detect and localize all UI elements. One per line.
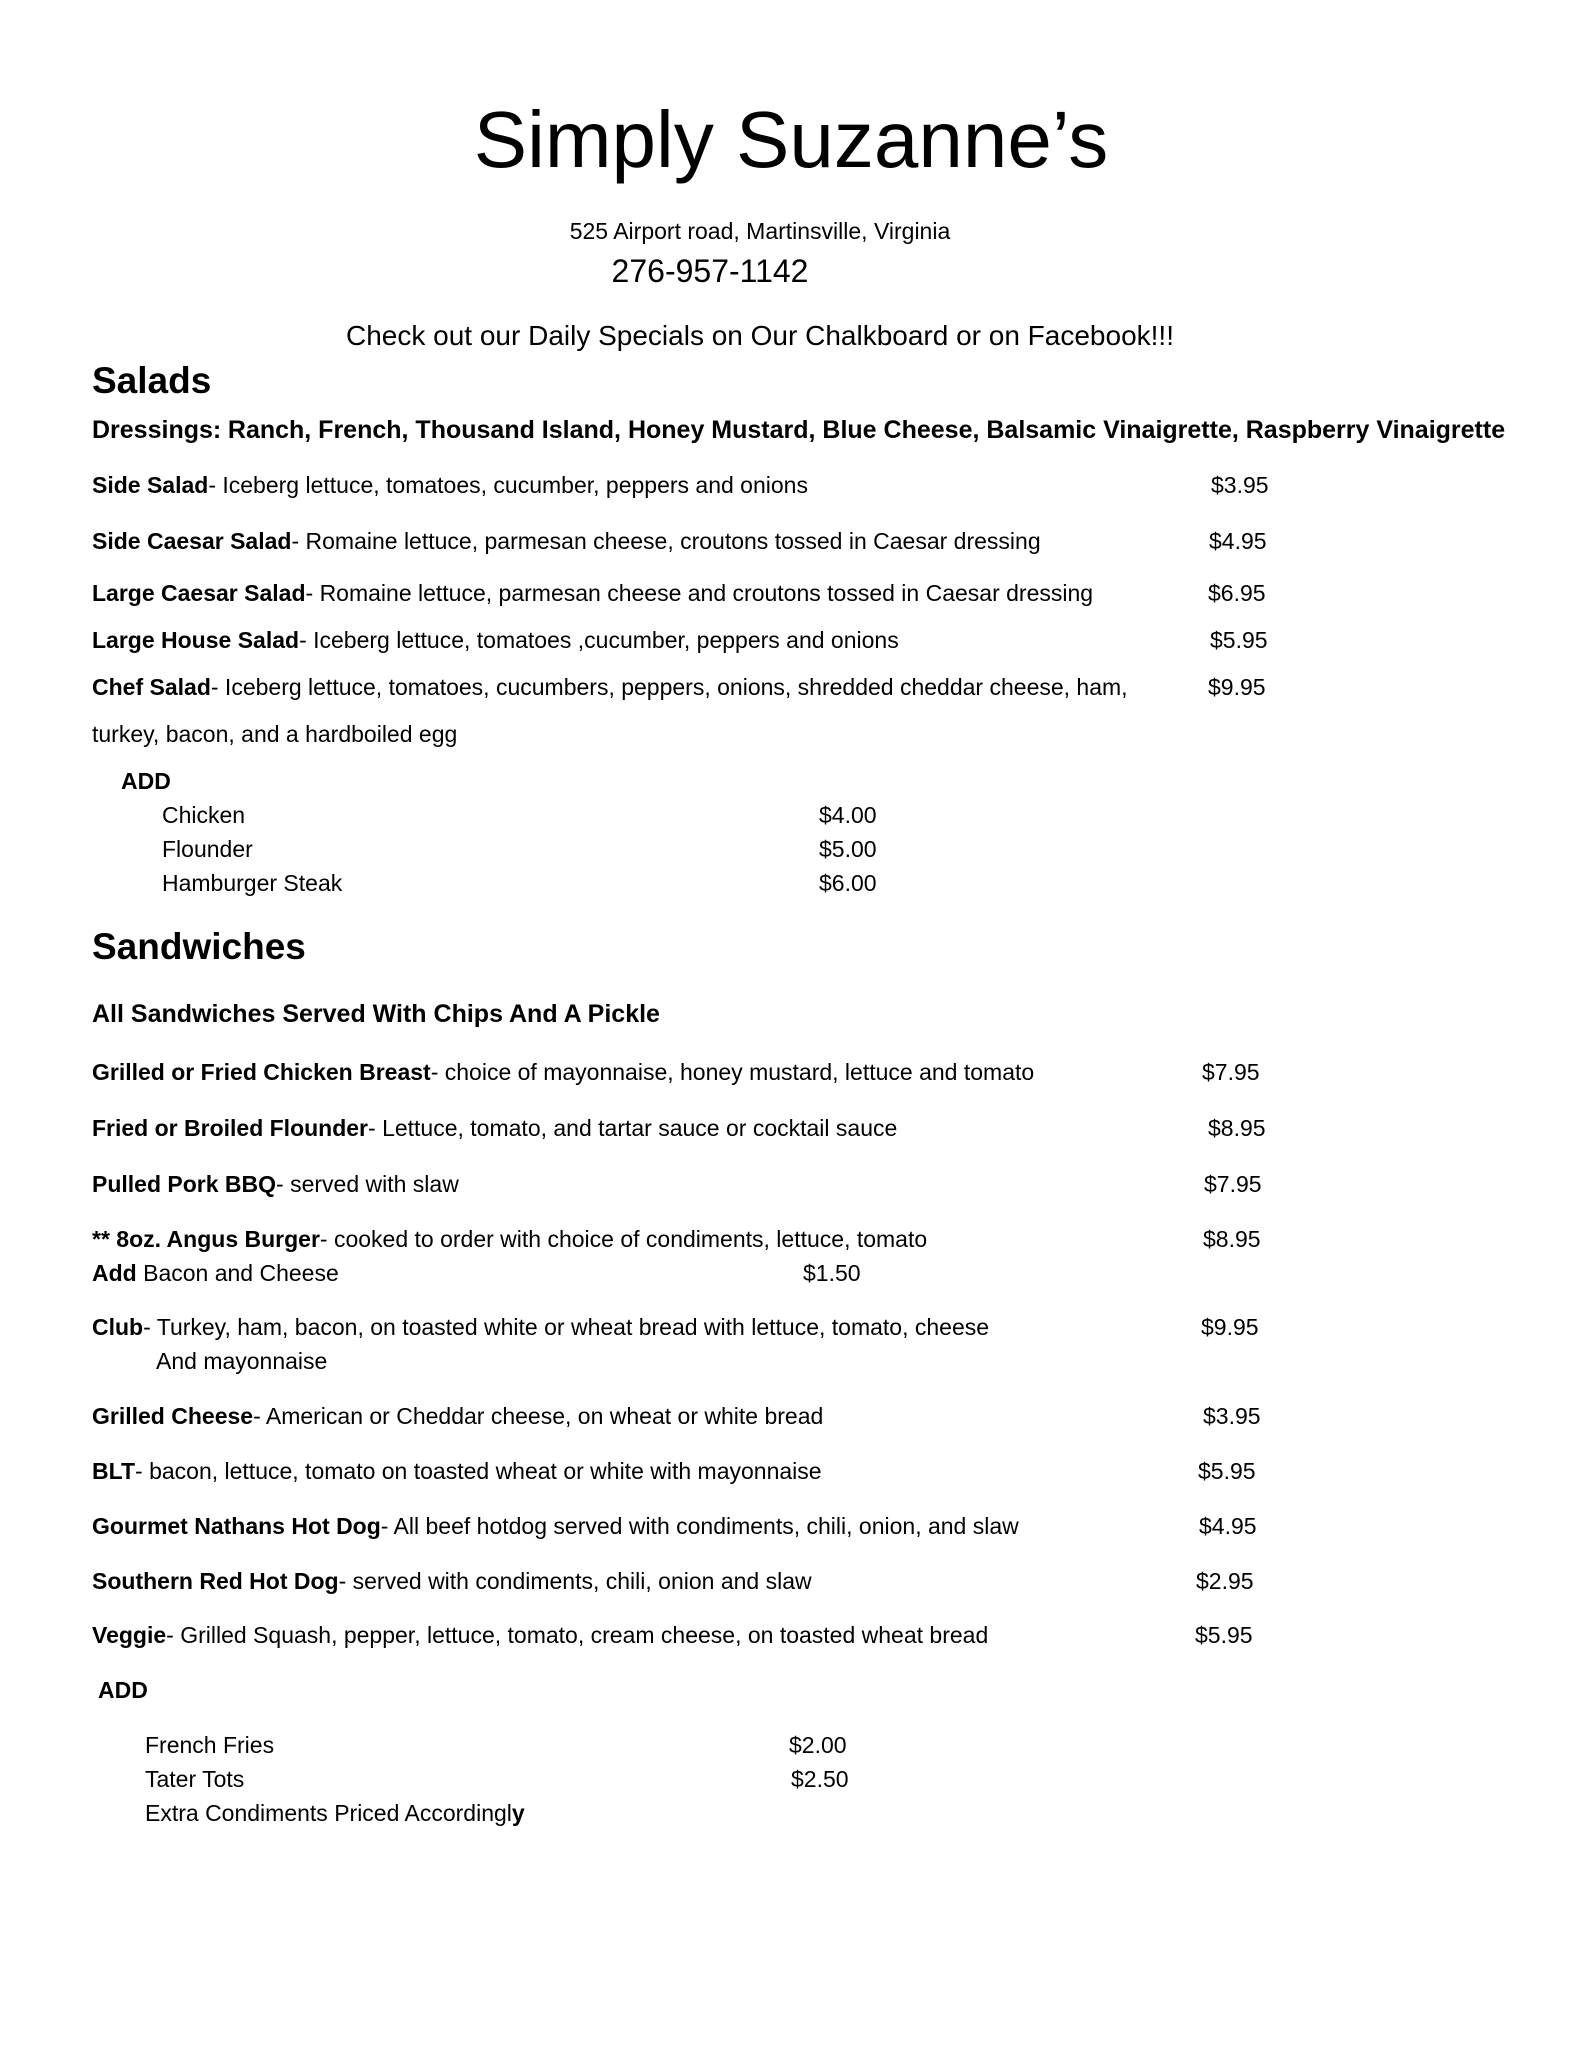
burger-add-label: Add — [92, 1260, 137, 1286]
item-price: $5.95 — [1210, 627, 1268, 653]
addon-name: Hamburger Steak — [162, 870, 343, 896]
item-desc: - Romaine lettuce, parmesan cheese, croutons tossed in Caesar dressing — [291, 528, 1041, 554]
addon-name: Tater Tots — [145, 1766, 245, 1792]
specials-note: Check out our Daily Specials on Our Chalkboard or on Facebook!!! — [346, 320, 1174, 351]
menu-item — [92, 472, 808, 499]
item-price: $8.95 — [1208, 1115, 1266, 1141]
menu-item — [92, 627, 899, 654]
menu-item — [92, 1403, 823, 1430]
item-desc-continued: turkey, bacon, and a hardboiled egg — [92, 721, 458, 747]
item-price: $3.95 — [1203, 1403, 1261, 1429]
restaurant-address: 525 Airport road, Martinsville, Virginia — [569, 218, 951, 244]
restaurant-title: Simply Suzanne’s — [473, 95, 1109, 184]
sandwiches-heading: Sandwiches — [92, 926, 306, 967]
menu-item — [92, 1059, 1034, 1086]
restaurant-phone: 276-957-1142 — [611, 253, 809, 289]
item-name: Pulled Pork BBQ — [92, 1171, 277, 1197]
item-desc: - All beef hotdog served with condiments, chili, onion, and slaw — [380, 1513, 1019, 1539]
item-name: Southern Red Hot Dog — [92, 1568, 339, 1594]
item-price: $2.95 — [1196, 1568, 1254, 1594]
item-desc: - served with condiments, chili, onion and slaw — [338, 1568, 812, 1594]
add-label: ADD — [121, 768, 171, 794]
item-price: $8.95 — [1203, 1226, 1261, 1252]
item-price: $4.95 — [1209, 528, 1267, 554]
menu-item — [92, 1458, 822, 1485]
extra-condiments-text: Extra Condiments Priced Accordingl — [145, 1800, 512, 1826]
item-desc: - Turkey, ham, bacon, on toasted white or wheat bread with lettuce, tomato, cheese — [143, 1314, 990, 1340]
item-price: $5.95 — [1198, 1458, 1256, 1484]
item-name: Side Caesar Salad — [92, 528, 292, 554]
menu-item — [92, 1171, 459, 1198]
menu-item — [92, 580, 1093, 607]
menu-item — [92, 674, 1128, 701]
item-price: $7.95 — [1202, 1059, 1260, 1085]
item-name: ** 8oz. Angus Burger — [92, 1226, 320, 1252]
menu-item — [92, 1314, 989, 1341]
burger-add-price: $1.50 — [803, 1260, 861, 1286]
item-price: $3.95 — [1211, 472, 1269, 498]
item-name: Side Salad — [92, 472, 209, 498]
addon-price: $2.50 — [791, 1766, 849, 1792]
item-desc: - Lettuce, tomato, and tartar sauce or cocktail sauce — [368, 1115, 898, 1141]
item-name: Fried or Broiled Flounder — [92, 1115, 369, 1141]
item-desc: - served with slaw — [276, 1171, 459, 1197]
item-name: Gourmet Nathans Hot Dog — [92, 1513, 381, 1539]
extra-condiments-note — [145, 1800, 525, 1827]
add-label: ADD — [98, 1677, 148, 1703]
menu-item — [92, 1513, 1019, 1540]
menu-item — [92, 1226, 927, 1253]
item-price: $7.95 — [1204, 1171, 1262, 1197]
menu-item — [92, 1622, 988, 1649]
addon-name: French Fries — [145, 1732, 275, 1758]
addon-price: $6.00 — [819, 870, 877, 896]
item-price: $9.95 — [1201, 1314, 1259, 1340]
item-desc: - cooked to order with choice of condiments, lettuce, tomato — [319, 1226, 928, 1252]
item-desc: - Iceberg lettuce, tomatoes ,cucumber, peppers and onions — [299, 627, 899, 653]
menu-item — [92, 1115, 897, 1142]
item-desc: - choice of mayonnaise, honey mustard, lettuce and tomato — [430, 1059, 1035, 1085]
dressings-line — [92, 416, 1505, 445]
item-name: Veggie — [92, 1622, 167, 1648]
item-price: $4.95 — [1199, 1513, 1257, 1539]
dressings-label: Dressings: — [92, 416, 222, 444]
item-name: Club — [92, 1314, 144, 1340]
dressings-list: Ranch, French, Thousand Island, Honey Mustard, Blue Cheese, Balsamic Vinaigrette, Raspberry Vinaigrette — [227, 416, 1506, 444]
item-name: Chef Salad — [92, 674, 211, 700]
item-desc: - Grilled Squash, pepper, lettuce, tomato, cream cheese, on toasted wheat bread — [166, 1622, 989, 1648]
item-price: $5.95 — [1195, 1622, 1253, 1648]
item-name: Grilled or Fried Chicken Breast — [92, 1059, 431, 1085]
sandwiches-note: All Sandwiches Served With Chips And A Pickle — [92, 1000, 660, 1028]
item-name: Grilled Cheese — [92, 1403, 254, 1429]
addon-price: $2.00 — [789, 1732, 847, 1758]
item-desc: - bacon, lettuce, tomato on toasted wheat or white with mayonnaise — [135, 1458, 822, 1484]
item-desc-continued: And mayonnaise — [156, 1348, 328, 1374]
addon-price: $5.00 — [819, 836, 877, 862]
menu-item — [92, 528, 1041, 555]
item-name: Large House Salad — [92, 627, 300, 653]
item-price: $6.95 — [1208, 580, 1266, 606]
addon-name: Chicken — [162, 802, 246, 828]
item-desc: - Romaine lettuce, parmesan cheese and croutons tossed in Caesar dressing — [305, 580, 1094, 606]
burger-addon — [92, 1260, 339, 1287]
item-name: BLT — [92, 1458, 136, 1484]
item-desc: - Iceberg lettuce, tomatoes, cucumbers, peppers, onions, shredded cheddar cheese, ham, — [210, 674, 1128, 700]
extra-condiments-last-letter: y — [511, 1800, 525, 1826]
addon-name: Flounder — [162, 836, 253, 862]
burger-add-text: Bacon and Cheese — [143, 1260, 339, 1286]
salads-heading: Salads — [92, 360, 212, 401]
item-desc: - Iceberg lettuce, tomatoes, cucumber, peppers and onions — [208, 472, 808, 498]
item-desc: - American or Cheddar cheese, on wheat or white bread — [253, 1403, 824, 1429]
item-price: $9.95 — [1208, 674, 1266, 700]
menu-item — [92, 1568, 812, 1595]
addon-price: $4.00 — [819, 802, 877, 828]
item-name: Large Caesar Salad — [92, 580, 306, 606]
